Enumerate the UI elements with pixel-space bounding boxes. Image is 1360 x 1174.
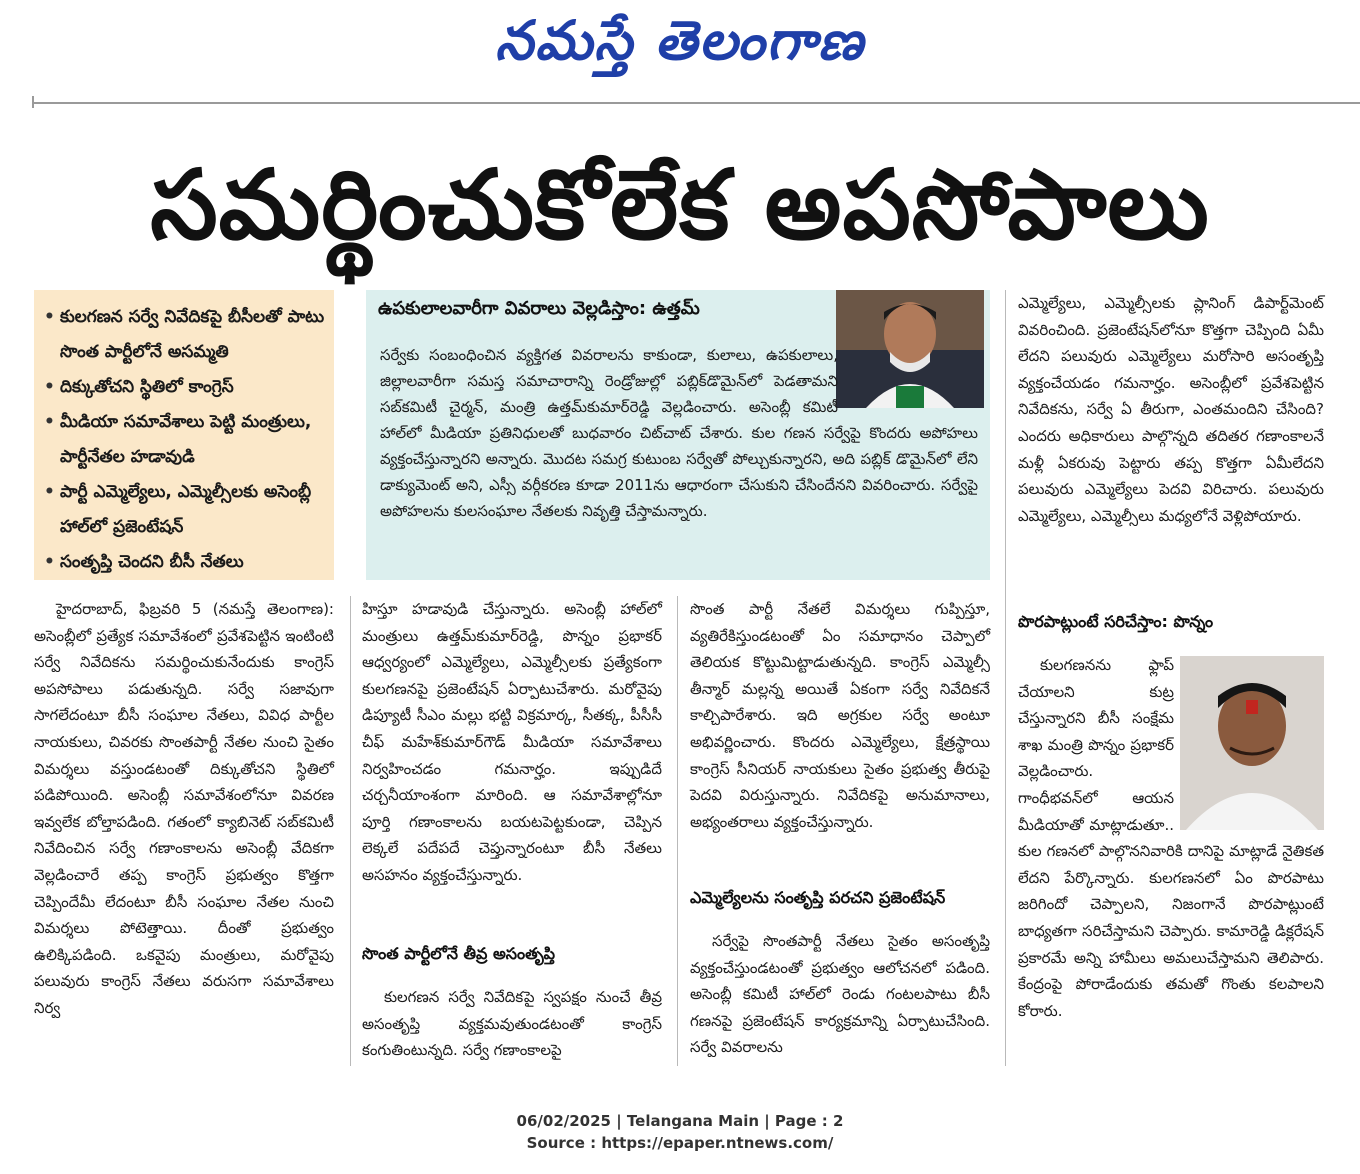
article-column-2: హిస్తూ హడావుడి చేస్తున్నారు. అసెంబ్లీ హాల్‌లో మంత్రులు ఉత్తమ్‌కుమార్‌రెడ్డి, పొన్నం ప్రభాకర్‌ ఆధ్వర్యంలో ఎమ్మెల్యేలు, ఎమ్మెల్సీలకు ప్రత్యేకంగా కులగణనపై ప్రజెంటేషన్‌ ఏర్పాటుచేశారు. మరోవైపు డిప్యూటీ సీఎం మల్లు భట్టి విక్రమార్క, సీతక్క, పీసీసీ చీఫ్‌ మహేశ్‌కుమార్‌గౌడ్‌ మీడియా సమావేశాలు నిర్వహించడం గమనార్హం. ఇప్పుడిదే చర్చనీయాంశంగా మారింది. ఆ సమావేశాల్లోనూ పూర్తి గణాంకాలను బయటపెట్టకుండా, చెప్పిన లెక్కలే పదేపదే చెప్తున్నారంటూ బీసీ నేతలు అసహనం వ్యక్తంచేస్తున్నారు.: [362, 600, 662, 884]
bullet-icon: •: [44, 307, 55, 327]
bullet-icon: •: [44, 482, 55, 502]
highlight-item: • దిక్కుతోచని స్థితిలో కాంగ్రెస్: [44, 370, 326, 405]
masthead-logo: నమస్తే తెలంగాణ: [495, 8, 865, 72]
subhead-presentation: ఎమ్మెల్యేలను సంతృప్తి పరచని ప్రజెంటేషన్‌: [690, 888, 946, 907]
subhead-ponnam: పొరపాట్లుంటే సరిచేస్తాం: పొన్నం: [1018, 612, 1214, 631]
footer-source: Source : https://epaper.ntnews.com/: [526, 1134, 834, 1152]
uttam-box-text: సర్వేకు సంబంధించిన వ్యక్తిగత వివరాలను కాకుండా, కులాలు, ఉపకులాలు, జిల్లాలవారీగా సమస్త సమాచారాన్ని రెండ్రోజుల్లో పబ్లిక్‌డొమైన్‌లో పెడతామని సబ్‌కమిటీ చైర్మన్‌, మంత్రి ఉత్తమ్‌కుమార్‌రెడ్డి వెల్లడించారు. అసెంబ్లీ కమిటీ హాల్‌లో మీడియా ప్రతినిధులతో బుధవారం చిట్‌చాట్‌ చేశారు. కుల గణన సర్వేపై కొందరు అపోహలు వ్యక్తంచేస్తున్నారని అన్నారు. మొదట సమగ్ర కుటుంబ సర్వేతో పోల్చుకున్నారని, అది పబ్లిక్‌ డొమైన్‌లో లేని డాక్యుమెంట్‌ అని, ఎస్సీ వర్గీకరణ కూడా 2011ను ఆధారంగా చేసుకుని చేసిందేనని వివరించారు. సర్వేపై అపోహలను కులసంఘాల నేతలకు నివృత్తి చేస్తామన్నారు.: [380, 346, 978, 520]
article-column-2b: కులగణన సర్వే నివేదికపై స్వపక్షం నుంచే తీవ్ర అసంతృప్తి వ్యక్తమవుతుండటంతో కాంగ్రెస్‌ కంగుతింటున్నది. సర్వే గణాంకాలపై: [362, 988, 662, 1060]
article-column-3b: సర్వేపై సొంతపార్టీ నేతలు సైతం అసంతృప్తి వ్యక్తంచేస్తుండటంతో ప్రభుత్వం ఆలోచనలో పడింది. అసెంబ్లీ కమిటీ హాల్‌లో రెండు గంటలపాటు బీసీ గణనపై ప్రజెంటేషన్‌ కార్యక్రమాన్ని ఏర్పాటుచేసింది. సర్వే వివరాలను: [690, 932, 990, 1057]
bullet-icon: •: [44, 552, 55, 572]
bullet-icon: •: [44, 412, 55, 432]
highlight-item: • మీడియా సమావేశాలు పెట్టి మంత్రులు, పార్టీనేతల హడావుడి: [44, 405, 326, 475]
article-column-4b: కులగణనను ఫ్లాప్‌ చేయాలని కుట్ర చేస్తున్నారని బీసీ సంక్షేమ శాఖ మంత్రి పొన్నం ప్రభాకర్‌ వెల్లడించారు. గాంధీభవన్‌లో ఆయన మీడియాతో మాట్లాడుతూ.. కుల గణనలో పాల్గొననివారికి దానిపై మాట్లాడే నైతికత లేదని పేర్కొన్నారు. కులగణనలో ఏం పొరపాటు జరిగిందో చెప్పాలని, నిజంగానే పొరపాట్లుంటే బాధ్యతగా సరిచేస్తామని చెప్పారు. కామారెడ్డి డిక్లరేషన్‌ ప్రకారమే అన్ని హామీలు అమలుచేస్తామని తెలిపారు. కేంద్రంపై పోరాడేందుకు తమతో గొంతు కలపాలని కోరారు.: [1018, 656, 1324, 1020]
highlight-item: • కులగణన సర్వే నివేదికపై బీసీలతో పాటు సొంత పార్టీలోనే అసమ్మతి: [44, 300, 326, 370]
article-column-1: హైదరాబాద్‌, ఫిబ్రవరి 5 (నమస్తే తెలంగాణ): అసెంబ్లీలో ప్రత్యేక సమావేశంలో ప్రవేశపెట్టిన ఇంటింటి సర్వే నివేదికను సమర్థించుకునేందుకు కాంగ్రెస్‌ అపసోపాలు పడుతున్నది. సర్వే సజావుగా సాగలేదంటూ బీసీ సంఘాల నేతలు, వివిధ పార్టీల నాయకులు, చివరకు సొంతపార్టీ నేతల నుంచి సైతం విమర్శలు వస్తుండటంతో దిక్కుతోచని స్థితిలో పడిపోయింది. అసెంబ్లీ సమావేశంలోనూ వివరణ ఇవ్వలేక బోల్తాపడింది. గతంలో క్యాబినెట్‌ సబ్‌కమిటీ నివేదించిన సర్వే గణాంకాలను అసెంబ్లీ వేదికగా వెల్లడించారే తప్ప కాంగ్రెస్‌ ప్రభుత్వం కొత్తగా చెప్పిందేమీ లేదంటూ బీసీ సంఘాల నేతల నుంచి విమర్శలు పోటెత్తాయి. దీంతో ప్రభుత్వం ఉలిక్కిపడింది. ఒకవైపు మంత్రులు, మరోవైపు పలువురు కాంగ్రెస్‌ నేతలు వరుసగా సమావేశాలు నిర్వ: [34, 600, 334, 1017]
article-column-4: ఎమ్మెల్యేలు, ఎమ్మెల్సీలకు ప్లానింగ్‌ డిపార్ట్‌మెంట్‌ వివరించింది. ప్రజెంటేషన్‌లోనూ కొత్తగా చెప్పింది ఏమీ లేదని పలువురు ఎమ్మెల్యేలు మరోసారి అసంతృప్తి వ్యక్తంచేయడం గమనార్హం. అసెంబ్లీలో ప్రవేశపెట్టిన నివేదికను, సర్వే ఏ తీరుగా, ఎంతమందిని చేసింది? ఎందరు అధికారులు పాల్గొన్నది తదితర గణాంకాలనే మళ్లీ ఏకరువు పెట్టారు తప్ప కొత్తగా ఏమీలేదని పలువురు ఎమ్మెల్యేలు పెదవి విరిచారు. పలువురు ఎమ్మెల్యేలు, ఎమ్మెల్సీలు మధ్యలోనే వెళ్లిపోయారు.: [1018, 294, 1324, 525]
footer-date-page: 06/02/2025 | Telangana Main | Page : 2: [516, 1112, 844, 1130]
uttam-box: [366, 290, 990, 580]
highlight-item: • పార్టీ ఎమ్మెల్యేలు, ఎమ్మెల్సీలకు అసెంబ్లీ హాల్‌లో ప్రజెంటేషన్: [44, 475, 326, 545]
column-divider: [1005, 290, 1006, 1066]
column-divider: [350, 596, 351, 1066]
highlight-item: • సంతృప్తి చెందని బీసీ నేతలు: [44, 545, 326, 580]
headline: సమర్థించుకోలేక అపసోపాలు: [150, 149, 1210, 261]
article-column-3: సొంత పార్టీ నేతలే విమర్శలు గుప్పిస్తూ, వ్యతిరేకిస్తుండటంతో ఏం సమాధానం చెప్పాలో తెలియక కొట్టుమిట్టాడుతున్నది. కాంగ్రెస్‌ ఎమ్మెల్సీ తీన్మార్‌ మల్లన్న అయితే ఏకంగా సర్వే నివేదికనే కాల్చిపారేశారు. ఇది అగ్రకుల సర్వే అంటూ అభివర్ణించారు. కొందరు ఎమ్మెల్యేలు, క్షేత్రస్థాయి కాంగ్రెస్‌ సీనియర్‌ నాయకులు సైతం ప్రభుత్వ తీరుపై పెదవి విరుస్తున్నారు. నివేదికపై అనుమానాలు, అభ్యంతరాలు వ్యక్తంచేస్తున్నారు.: [690, 600, 990, 831]
uttam-box-title: ఉపకులాలవారీగా వివరాలు వెల్లడిస్తాం: ఉత్తమ్: [378, 298, 700, 319]
highlights-box: [34, 290, 334, 580]
masthead-rule: [32, 102, 1360, 104]
bullet-icon: •: [44, 377, 55, 397]
subhead-own-party: సొంత పార్టీలోనే తీవ్ర అసంతృప్తి: [362, 944, 555, 963]
column-divider: [677, 596, 678, 1066]
